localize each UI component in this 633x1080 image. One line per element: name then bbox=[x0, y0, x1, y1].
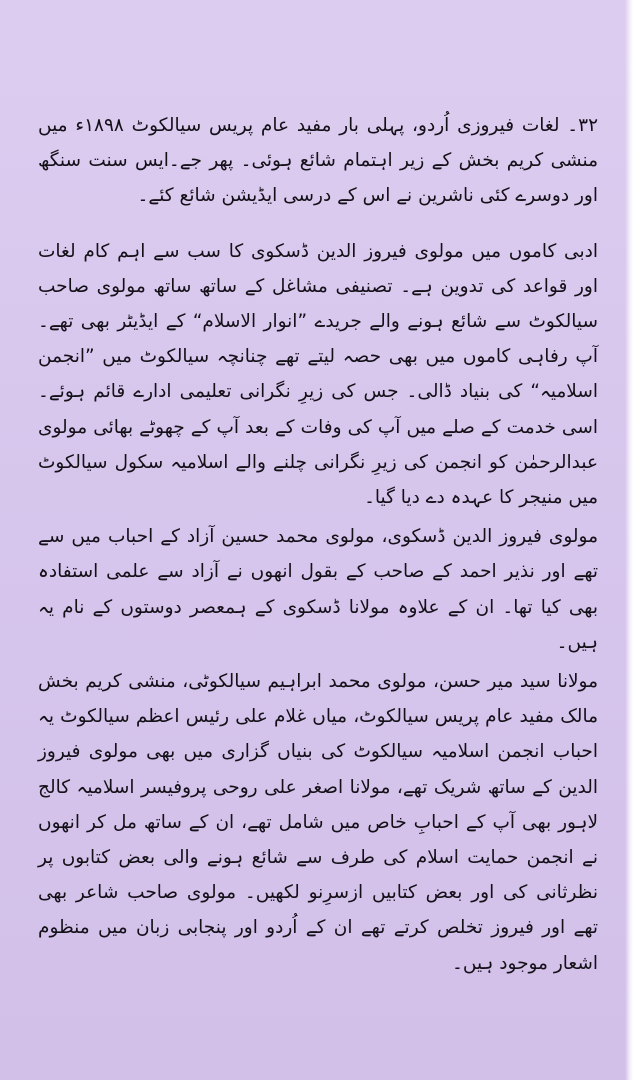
page-body-text bbox=[38, 108, 598, 981]
paragraph-contemporaries: مولانا سید میر حسن، مولوی محمد ابراہیم سیالکوٹی، منشی کریم بخش مالک مفید عام پریس سیالکوٹ، میاں غلام علی رئیس اعظم سیالکوٹ یہ احباب انجمن اسلامیہ سیالکوٹ کی بنیاں گزاری میں بھی مولوی فیروز الدین کے ساتھ شریک تھے، مولانا اصغر علی روحی پروفیسر اسلامیہ کالج لاہور بھی آپ کے احبابِ خاص میں شامل تھے، ان کے ساتھ مل کر انھوں نے انجمن حمایت اسلام کی طرف سے شائع ہونے والی بعض کتابوں پر نظرثانی کی اور بعض کتابیں ازسرِنو لکھیں۔ مولوی صاحب شاعر بھی تھے اور فیروز تخلص کرتے تھے ان کے اُردو اور پنجابی زبان میں منظوم اشعار موجود ہیں۔ bbox=[38, 671, 598, 974]
page-edge bbox=[625, 0, 633, 1080]
paragraph-footnote-32: ۳۲۔ لغات فیروزی اُردو، پہلی بار مفید عام پریس سیالکوٹ ۱۸۹۸ء میں منشی کریم بخش کے زیر اہتمام شائع ہوئی۔ پھر جے۔ایس سنت سنگھ اور دوسرے کئی ناشرین نے اس کے درسی ایڈیشن شائع کئے۔ bbox=[38, 115, 599, 207]
paragraph-literary-work: ادبی کاموں میں مولوی فیروز الدین ڈسکوی کا سب سے اہم کام لغات اور قواعد کی تدوین ہے۔ تصنیفی مشاغل کے ساتھ ساتھ مولوی صاحب سیالکوٹ سے شائع ہونے والے جریدے ”انوار الاسلام“ کے ایڈیٹر بھی تھے۔ آپ رفاہی کاموں میں بھی حصہ لیتے تھے چنانچہ سیالکوٹ میں ”انجمن اسلامیہ“ کی بنیاد ڈالی۔ جس کی زیرِ نگرانی تعلیمی ادارے قائم ہوئے۔ اسی خدمت کے صلے میں آپ کی وفات کے بعد آپ کے چھوٹے بھائی مولوی عبدالرحمٰن کو انجمن کی زیرِ نگرانی چلنے والے اسلامیہ سکول سیالکوٹ میں منیجر کا عہدہ دے دیا گیا۔ bbox=[38, 240, 598, 509]
paragraph-friends: مولوی فیروز الدین ڈسکوی، مولوی محمد حسین آزاد کے احباب میں سے تھے اور نذیر احمد کے صاحب کے بقول انھوں نے آزاد سے علمی استفادہ بھی کیا تھا۔ ان کے علاوہ مولانا ڈسکوی کے ہمعصر دوستوں کے نام یہ ہیں۔ bbox=[38, 526, 598, 653]
